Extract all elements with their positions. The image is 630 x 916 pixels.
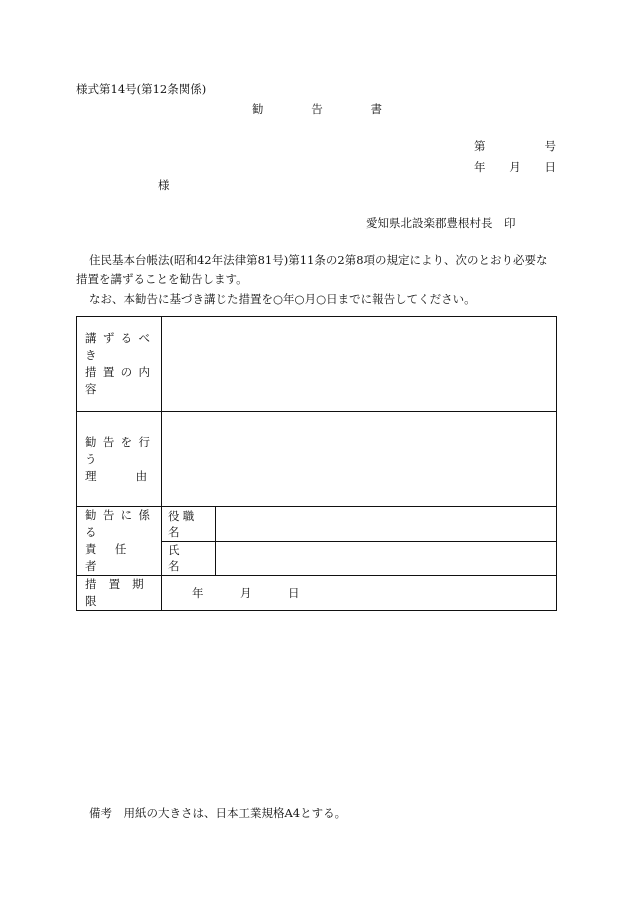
note: 備考 用紙の大きさは、日本工業規格A4とする。 [89, 806, 347, 820]
date-month: 月 [509, 160, 521, 174]
document-number [474, 141, 556, 153]
label-line [85, 434, 156, 468]
measures-label [77, 317, 162, 412]
title-char: 書 [370, 102, 382, 116]
deadline-date [162, 585, 556, 601]
reason-row [77, 412, 557, 507]
position-row [77, 507, 557, 542]
label-line [85, 576, 156, 610]
advisory-form-table [76, 316, 557, 611]
label-line [85, 507, 156, 541]
label-line [85, 364, 156, 398]
body-line: 措置を講ずることを勧告します。 [76, 272, 248, 286]
label-text: 勧告を行う [85, 434, 157, 466]
label-text: 勧告に係る [85, 508, 157, 539]
name-label [162, 541, 216, 576]
label-line [85, 330, 156, 364]
document-title [252, 104, 382, 116]
label-text: 措置の内容 [85, 365, 157, 396]
measures-content[interactable] [162, 317, 557, 412]
label-text: 氏名 [168, 543, 195, 574]
reason-label [77, 412, 187, 507]
label-line [85, 468, 187, 485]
document-date [474, 162, 556, 174]
addressee-suffix: 様 [158, 178, 170, 192]
label-text: 理由 [85, 468, 187, 483]
title-char: 告 [311, 102, 323, 116]
position-label [162, 507, 216, 542]
deadline-day: 日 [288, 586, 300, 600]
responsible-label [77, 507, 162, 576]
deadline-row [77, 576, 557, 611]
label-text: 責任者 [85, 542, 145, 573]
label-text: 措置期限 [85, 577, 156, 608]
label-text: 役職名 [168, 508, 198, 539]
doc-number-suffix: 号 [544, 139, 556, 153]
name-field[interactable] [216, 541, 557, 576]
issuer: 愛知県北設楽郡豊根村長 印 [366, 216, 516, 230]
date-year: 年 [474, 160, 486, 174]
doc-number-prefix: 第 [474, 139, 486, 153]
form-number: 様式第14号(第12条関係) [76, 82, 207, 96]
position-field[interactable] [216, 507, 557, 542]
label-line [85, 541, 156, 575]
date-day: 日 [544, 160, 556, 174]
measures-row [77, 317, 557, 412]
body-line: 住民基本台帳法(昭和42年法律第81号)第11条の2第8項の規定により、次のとおり必要な [89, 253, 548, 267]
body-line: なお、本勧告に基づき講じた措置を○年○月○日までに報告してください。 [89, 292, 476, 306]
deadline-year: 年 [192, 586, 204, 600]
deadline-month: 月 [240, 586, 252, 600]
title-char: 勧 [252, 102, 264, 116]
deadline-field[interactable] [162, 576, 557, 611]
reason-content[interactable] [162, 412, 557, 507]
label-text: 講ずるべき [85, 331, 157, 362]
deadline-label [77, 576, 162, 611]
